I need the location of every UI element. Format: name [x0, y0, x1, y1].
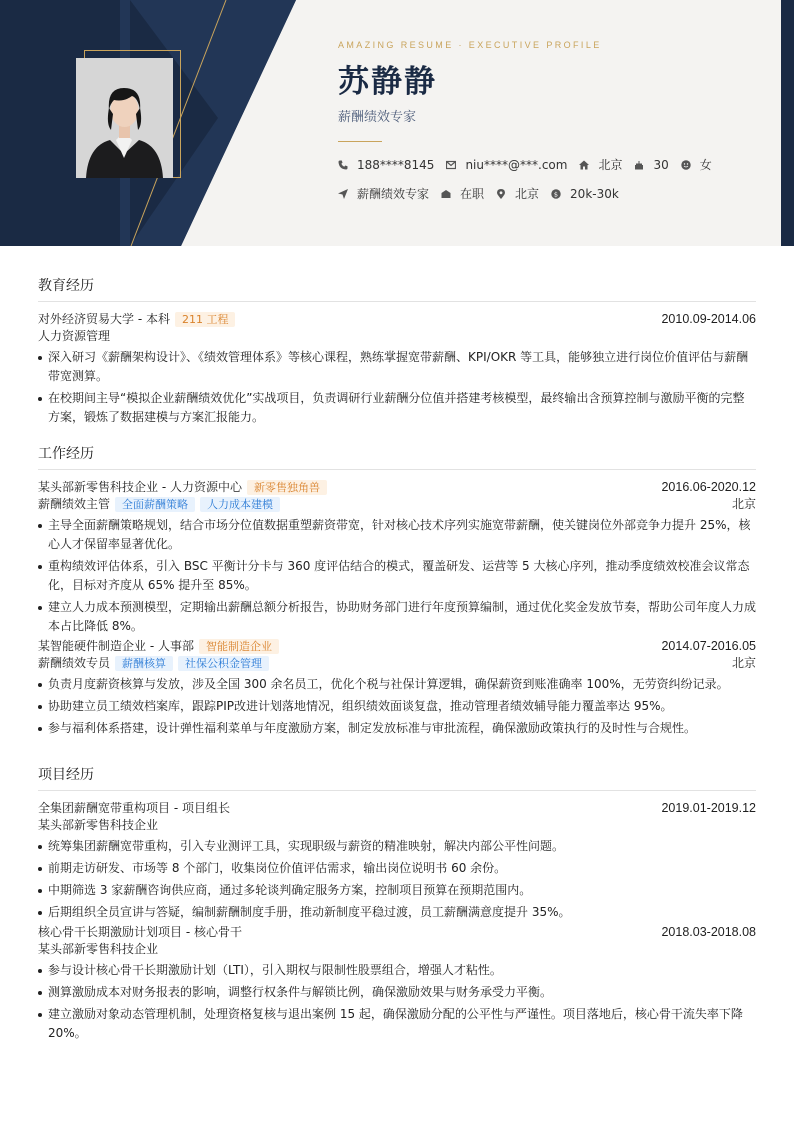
- list-item: 主导全面薪酬策略规划，结合市场分位值数据重塑薪资带宽，针对核心技术序列实施宽带薪酬，使关键岗位外部竞争力提升 25%，核心人才保留率显著优化。: [38, 516, 756, 554]
- list-item: 统筹集团薪酬宽带重构，引入专业测评工具，实现职级与薪资的精准映射，解决内部公平性问题。: [38, 837, 756, 856]
- major: 人力资源管理: [38, 329, 111, 343]
- job-intent-row: [338, 185, 778, 202]
- list-item: 后期组织全员宣讲与答疑，编制薪酬制度手册，推动新制度平稳过渡，员工薪酬满意度提升 35%。: [38, 903, 756, 922]
- status-item: [441, 185, 484, 202]
- project-bullets: [38, 961, 756, 1043]
- project-company: 某头部新零售科技企业: [38, 818, 159, 832]
- salary-text: 20k-30k: [570, 186, 619, 201]
- project-name: 核心骨干长期激励计划项目 - 核心骨干: [38, 925, 242, 939]
- job-date: 2016.06-2020.12: [661, 480, 756, 494]
- list-item: 重构绩效评估体系，引入 BSC 平衡计分卡与 360 度评估结合的模式，覆盖研发、运营等 5 大核心序列，推动季度绩效校准会议常态化，目标对齐度从 65% 提升至 85%。: [38, 557, 756, 595]
- list-item: 协助建立员工绩效档案库，跟踪PIP改进计划落地情况，组织绩效面谈复盘，推动管理者绩效辅导能力覆盖率达 95%。: [38, 697, 756, 716]
- skill-tag: 全面薪酬策略: [115, 497, 195, 512]
- position-name: 薪酬绩效专员: [38, 656, 111, 670]
- svg-text:$: $: [553, 189, 559, 198]
- list-item: 负责月度薪资核算与发放，涉及全国 300 余名员工，优化个税与社保计算逻辑，确保薪资到账准确率 100%，无劳资纠纷记录。: [38, 675, 756, 694]
- position-name: 薪酬绩效主管: [38, 497, 111, 511]
- gender-item: [681, 156, 712, 173]
- gender-text: 女: [699, 158, 712, 172]
- education-section: [38, 276, 756, 427]
- job-header-row: [38, 638, 756, 655]
- mail-icon: [446, 160, 456, 170]
- age-text: 30: [653, 157, 669, 172]
- money-icon: [551, 189, 561, 199]
- list-item: 参与福利体系搭建，设计弹性福利菜单与年度激励方案，制定发放标准与审批流程，确保激励政策执行的及时性与合规性。: [38, 719, 756, 738]
- project-date: 2019.01-2019.12: [661, 801, 756, 815]
- project-bullets: [38, 837, 756, 922]
- education-date: 2010.09-2014.06: [661, 312, 756, 326]
- skill-tag: 社保公积金管理: [178, 656, 269, 671]
- project-date: 2018.03-2018.08: [661, 925, 756, 939]
- projects-section: [38, 765, 756, 1043]
- home-icon: [579, 160, 589, 170]
- job-date: 2014.07-2016.05: [661, 639, 756, 653]
- list-item: 在校期间主导“模拟企业薪酬绩效优化”实战项目，负责调研行业薪酬分位值并搭建考核模型，最终输出含预算控制与激励平衡的完整方案，锻炼了数据建模与方案汇报能力。: [38, 389, 756, 427]
- smile-icon: [681, 160, 691, 170]
- section-title: 项目经历: [38, 765, 756, 791]
- candidate-title: 薪酬绩效专家: [338, 110, 417, 125]
- divider: [338, 141, 382, 142]
- project-header-row: [38, 924, 756, 941]
- project-company: 某头部新零售科技企业: [38, 942, 159, 956]
- list-item: 建立激励对象动态管理机制，处理资格复核与退出案例 15 起，确保激励分配的公平性与严谨性。项目落地后，核心骨干流失率下降 20%。: [38, 1005, 756, 1043]
- header-info: [338, 40, 778, 202]
- job-position-row: [38, 496, 756, 513]
- cake-icon: [634, 160, 644, 170]
- section-title: 工作经历: [38, 444, 756, 470]
- company-name: 某头部新零售科技企业 - 人力资源中心: [38, 480, 242, 494]
- intent-city-item: [496, 185, 539, 202]
- hometown-text: 北京: [598, 158, 623, 172]
- school-name: 对外经济贸易大学 - 本科: [38, 312, 170, 326]
- job-bullets: [38, 516, 756, 636]
- project-name: 全集团薪酬宽带重构项目 - 项目组长: [38, 801, 230, 815]
- company-name: 某智能硬件制造企业 - 人事部: [38, 639, 194, 653]
- list-item: 参与设计核心骨干长期激励计划（LTI），引入期权与限制性股票组合，增强人才粘性。: [38, 961, 756, 980]
- section-title: 教育经历: [38, 276, 756, 302]
- job-header-row: [38, 479, 756, 496]
- intent-position-item: [338, 185, 429, 202]
- job-bullets: [38, 675, 756, 738]
- intent-position-text: 薪酬绩效专家: [357, 187, 430, 201]
- intent-city-text: 北京: [515, 187, 540, 201]
- job-city: 北京: [731, 656, 756, 670]
- list-item: 测算激励成本对财务报表的影响，调整行权条件与解锁比例，确保激励效果与财务承受力平衡。: [38, 983, 756, 1002]
- location-icon: [496, 189, 506, 199]
- contact-row: [338, 156, 778, 173]
- phone-item: [338, 158, 434, 172]
- email-item: [446, 158, 567, 172]
- salary-item: [551, 187, 619, 201]
- list-item: 前期走访研发、市场等 8 个部门，收集岗位价值评估需求，输出岗位说明书 60 余份。: [38, 859, 756, 878]
- status-text: 在职: [460, 187, 485, 201]
- phone-text: 188****8145: [357, 157, 435, 172]
- company-tag: 智能制造企业: [199, 639, 279, 654]
- list-item: 建立人力成本预测模型，定期输出薪酬总额分析报告，协助财务部门进行年度预算编制，通过优化奖金发放节奏，帮助公司年度人力成本占比降低 8%。: [38, 598, 756, 636]
- age-item: [634, 158, 668, 172]
- hometown-item: [579, 156, 622, 173]
- list-item: 深入研习《薪酬架构设计》、《绩效管理体系》等核心课程，熟练掌握宽带薪酬、KPI/OKR 等工具，能够独立进行岗位价值评估与薪酬带宽测算。: [38, 348, 756, 386]
- tagline: AMAZING RESUME · EXECUTIVE PROFILE: [338, 40, 602, 50]
- phone-icon: [338, 160, 348, 170]
- education-header-row: [38, 311, 756, 328]
- send-icon: [338, 189, 348, 199]
- job-position-row: [38, 655, 756, 672]
- company-tag: 新零售独角兽: [247, 480, 327, 495]
- job-city: 北京: [731, 497, 756, 511]
- education-bullets: [38, 348, 756, 427]
- skill-tag: 人力成本建模: [200, 497, 280, 512]
- work-section: [38, 444, 756, 738]
- avatar: [76, 58, 173, 178]
- candidate-name: 苏静静: [338, 64, 437, 100]
- status-icon: [441, 189, 451, 199]
- skill-tag: 薪酬核算: [115, 656, 173, 671]
- list-item: 中期筛选 3 家薪酬咨询供应商，通过多轮谈判确定服务方案，控制项目预算在预期范围内。: [38, 881, 756, 900]
- school-tag: 211 工程: [175, 312, 236, 327]
- resume-header: [0, 0, 794, 246]
- email-text: niu****@***.com: [465, 157, 568, 172]
- project-header-row: [38, 800, 756, 817]
